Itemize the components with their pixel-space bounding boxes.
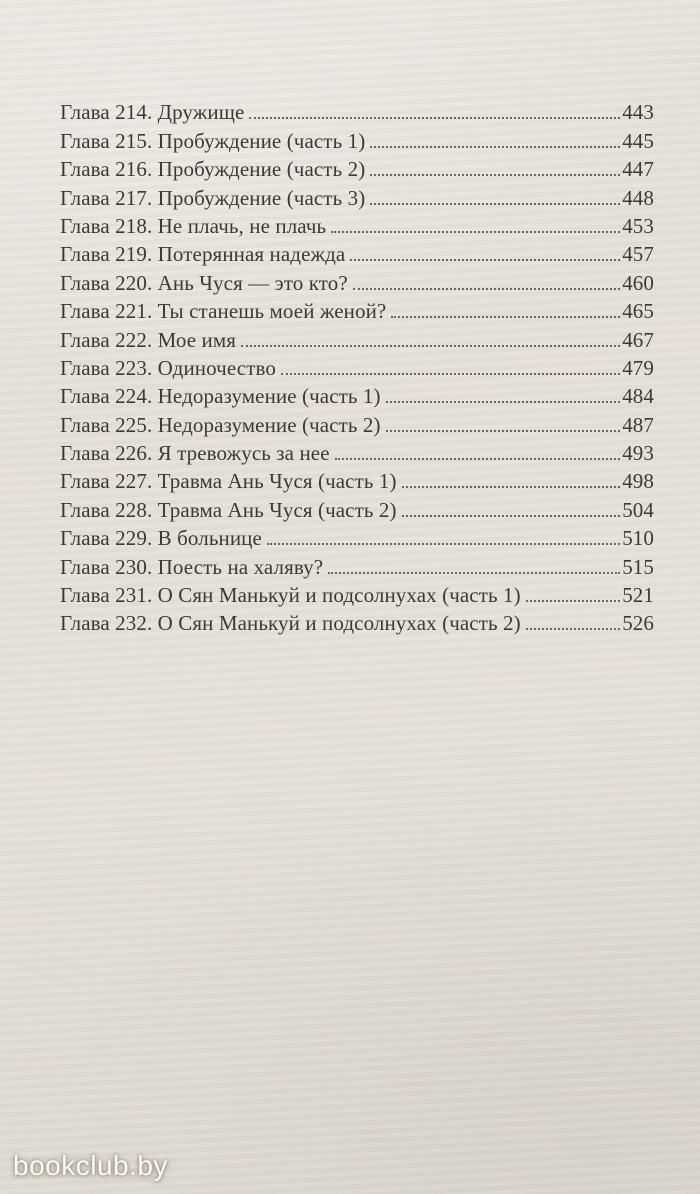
toc-entry-page: 445 [622, 128, 654, 153]
toc-entry-page: 448 [622, 185, 654, 210]
toc-entry-page: 465 [622, 299, 654, 324]
toc-entry-page: 484 [622, 384, 654, 409]
toc-entry [60, 124, 654, 152]
toc-entry-page: 487 [622, 412, 654, 437]
toc-entry-label: Глава 224. Недоразумение (часть 1) [60, 384, 381, 409]
dot-leader [391, 316, 620, 318]
toc-entry [60, 465, 654, 493]
toc-entry-label: Глава 226. Я тревожусь за нее [60, 441, 330, 466]
toc-entry-page: 453 [622, 213, 654, 238]
dot-leader [386, 401, 621, 403]
toc-entry-page: 515 [622, 554, 654, 579]
toc-entry-page: 457 [622, 242, 654, 267]
toc-entry-label: Глава 217. Пробуждение (часть 3) [60, 185, 366, 210]
dot-leader [402, 486, 621, 488]
dot-leader [249, 117, 620, 119]
table-of-contents [60, 96, 654, 635]
toc-entry-label: Глава 225. Недоразумение (часть 2) [60, 412, 381, 437]
dot-leader [267, 543, 620, 545]
dot-leader [241, 345, 620, 347]
toc-entry-label: Глава 230. Поесть на халяву? [60, 554, 324, 579]
toc-entry [60, 408, 654, 436]
toc-entry [60, 550, 654, 578]
dot-leader [353, 288, 620, 290]
toc-entry-label: Глава 232. О Сян Манькуй и подсолнухах (часть 2) [60, 611, 521, 636]
dot-leader [331, 231, 620, 233]
dot-leader [281, 373, 620, 375]
toc-entry-label: Глава 231. О Сян Манькуй и подсолнухах (часть 1) [60, 583, 521, 608]
toc-entry-label: Глава 229. В больнице [60, 526, 262, 551]
toc-entry-label: Глава 218. Не плачь, не плачь [60, 213, 327, 238]
dot-leader [370, 203, 620, 205]
toc-entry-page: 510 [622, 526, 654, 551]
toc-entry [60, 238, 654, 266]
toc-entry-page: 526 [622, 611, 654, 636]
toc-entry [60, 380, 654, 408]
toc-entry [60, 153, 654, 181]
toc-entry-page: 479 [622, 355, 654, 380]
toc-entry-label: Глава 228. Травма Ань Чуся (часть 2) [60, 497, 397, 522]
toc-entry [60, 323, 654, 351]
toc-entry-page: 443 [622, 100, 654, 125]
toc-entry [60, 579, 654, 607]
dot-leader [370, 174, 620, 176]
toc-entry-label: Глава 216. Пробуждение (часть 2) [60, 157, 366, 182]
toc-entry [60, 437, 654, 465]
dot-leader [526, 628, 620, 630]
toc-entry [60, 607, 654, 635]
toc-entry-label: Глава 221. Ты станешь моей женой? [60, 299, 387, 324]
toc-entry-page: 467 [622, 327, 654, 352]
toc-entry-label: Глава 223. Одиночество [60, 355, 276, 380]
toc-entry-page: 460 [622, 270, 654, 295]
toc-entry [60, 352, 654, 380]
dot-leader [335, 458, 621, 460]
toc-entry-page: 498 [622, 469, 654, 494]
dot-leader [526, 600, 620, 602]
dot-leader [386, 430, 621, 432]
toc-entry [60, 181, 654, 209]
toc-entry [60, 210, 654, 238]
toc-entry [60, 96, 654, 124]
toc-entry [60, 522, 654, 550]
toc-entry [60, 295, 654, 323]
toc-entry [60, 493, 654, 521]
toc-entry-label: Глава 214. Дружище [60, 100, 245, 125]
toc-entry-label: Глава 222. Мое имя [60, 327, 237, 352]
toc-entry-page: 493 [622, 441, 654, 466]
dot-leader [370, 146, 620, 148]
toc-entry-label: Глава 215. Пробуждение (часть 1) [60, 128, 366, 153]
toc-entry-label: Глава 220. Ань Чуся — это кто? [60, 270, 348, 295]
dot-leader [328, 572, 620, 574]
toc-entry-page: 447 [622, 157, 654, 182]
toc-entry-label: Глава 219. Потерянная надежда [60, 242, 346, 267]
toc-entry [60, 266, 654, 294]
toc-entry-page: 504 [622, 497, 654, 522]
toc-entry-page: 521 [622, 583, 654, 608]
dot-leader [350, 259, 620, 261]
toc-entry-label: Глава 227. Травма Ань Чуся (часть 1) [60, 469, 397, 494]
dot-leader [402, 515, 621, 517]
watermark: bookclub.by [13, 1150, 168, 1181]
